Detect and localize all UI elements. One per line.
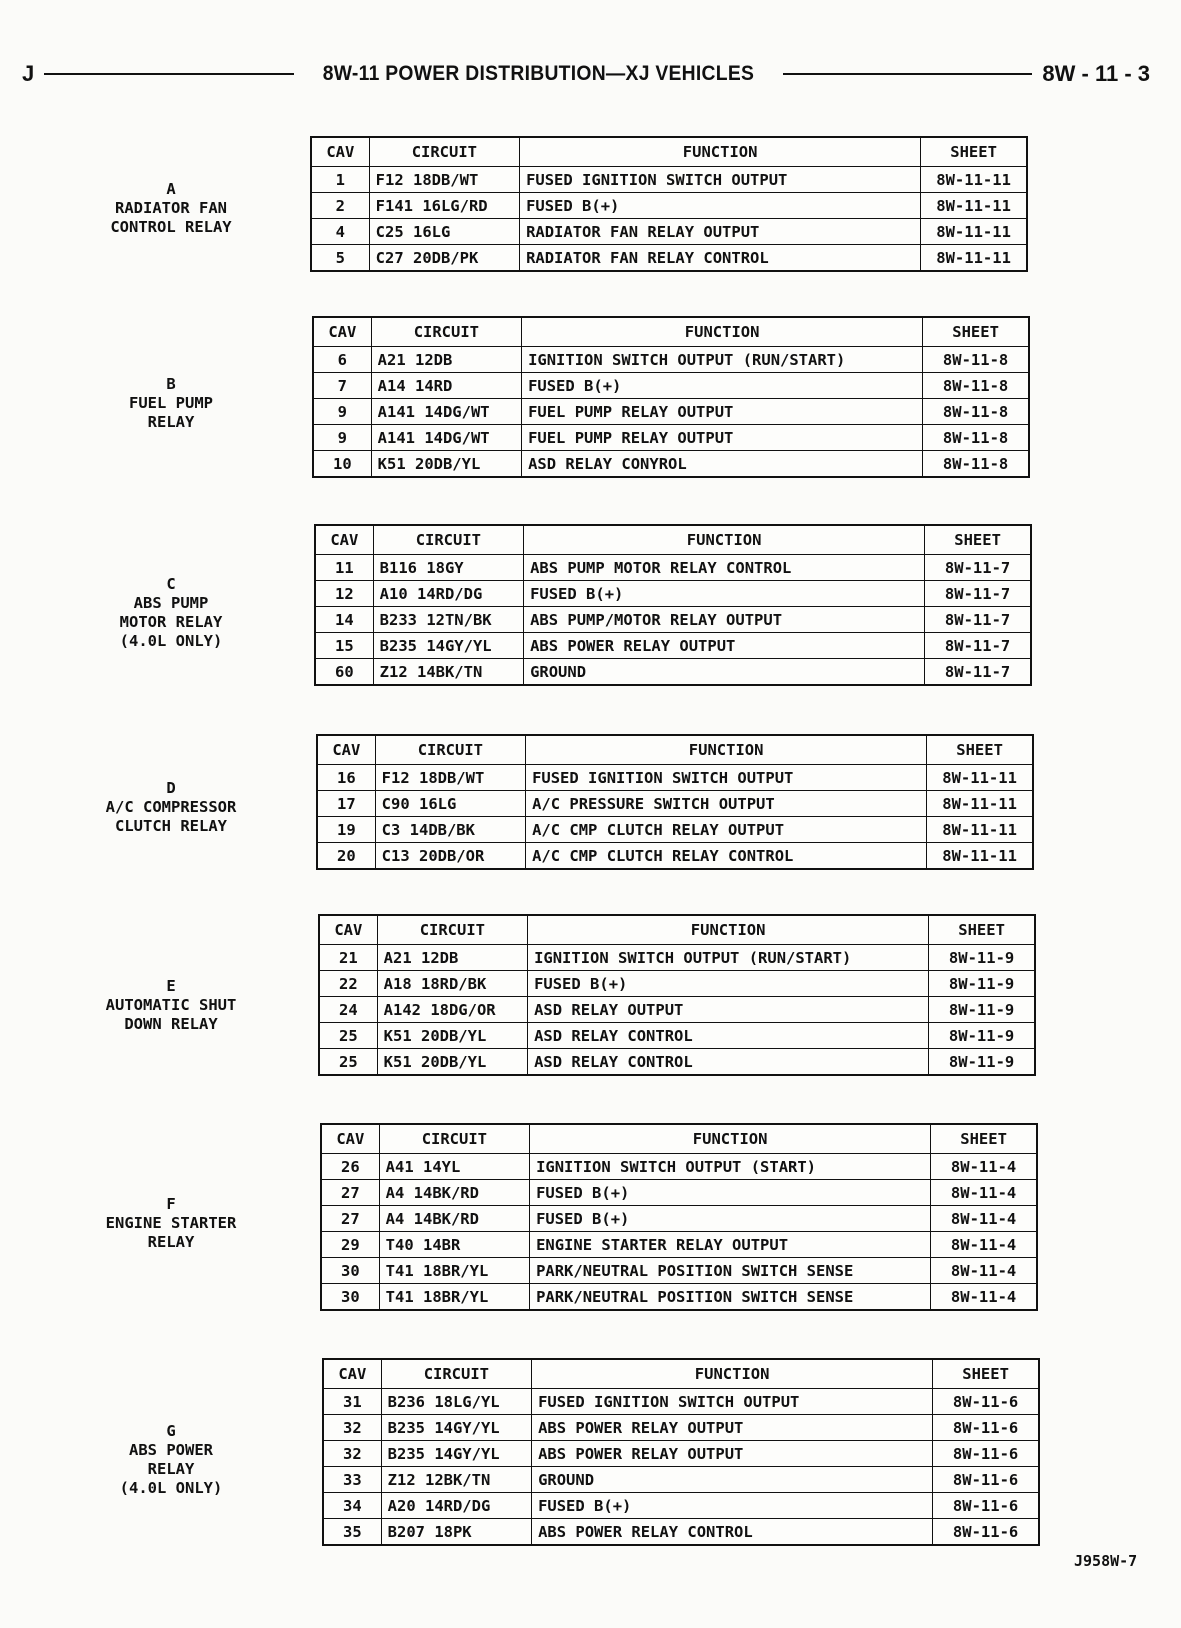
cav-cell: 34 — [323, 1493, 381, 1519]
sheet-cell: 8W-11-8 — [923, 373, 1029, 399]
sheet-cell: 8W-11-11 — [927, 843, 1033, 870]
circuit-cell: A142 18DG/OR — [377, 997, 527, 1023]
function-cell: ASD RELAY OUTPUT — [528, 997, 929, 1023]
table-row — [321, 1180, 1037, 1206]
page-title: 8W-11 POWER DISTRIBUTION—XJ VEHICLES — [322, 62, 755, 85]
function-cell: A/C CMP CLUTCH RELAY OUTPUT — [526, 817, 927, 843]
column-header-function: FUNCTION — [524, 525, 925, 555]
column-header-function: FUNCTION — [530, 1124, 931, 1154]
relay-label: B FUEL PUMP RELAY — [129, 375, 213, 431]
sheet-cell: 8W-11-4 — [931, 1154, 1037, 1180]
table-row — [323, 1519, 1039, 1546]
relay-label: C ABS PUMP MOTOR RELAY (4.0L ONLY) — [119, 575, 223, 650]
table-row — [313, 399, 1029, 425]
function-cell: FUEL PUMP RELAY OUTPUT — [522, 425, 923, 451]
sheet-cell: 8W-11-9 — [929, 1049, 1035, 1076]
column-header-cav: CAV — [315, 525, 373, 555]
relay-label: G ABS POWER RELAY (4.0L ONLY) — [119, 1422, 223, 1497]
circuit-cell: A41 14YL — [379, 1154, 529, 1180]
function-cell: ABS PUMP/MOTOR RELAY OUTPUT — [524, 607, 925, 633]
function-cell: IGNITION SWITCH OUTPUT (RUN/START) — [522, 347, 923, 373]
table-row — [317, 817, 1033, 843]
circuit-table — [322, 1358, 1040, 1546]
circuit-cell: A10 14RD/DG — [373, 581, 523, 607]
function-cell: ABS POWER RELAY OUTPUT — [532, 1441, 933, 1467]
relay-label: E AUTOMATIC SHUT DOWN RELAY — [105, 977, 237, 1033]
cav-cell: 9 — [313, 425, 371, 451]
circuit-cell: F141 16LG/RD — [369, 193, 519, 219]
circuit-cell: A21 12DB — [371, 347, 521, 373]
column-header-function: FUNCTION — [528, 915, 929, 945]
cav-cell: 1 — [311, 167, 369, 193]
cav-cell: 7 — [313, 373, 371, 399]
cav-cell: 31 — [323, 1389, 381, 1415]
cav-cell: 14 — [315, 607, 373, 633]
table-row — [313, 451, 1029, 478]
cav-cell: 22 — [319, 971, 377, 997]
function-cell: GROUND — [524, 659, 925, 686]
function-cell: ABS PUMP MOTOR RELAY CONTROL — [524, 555, 925, 581]
function-cell: ABS POWER RELAY OUTPUT — [532, 1415, 933, 1441]
table-header-row — [319, 915, 1035, 945]
column-header-sheet: SHEET — [927, 735, 1033, 765]
function-cell: FUSED IGNITION SWITCH OUTPUT — [532, 1389, 933, 1415]
cav-cell: 32 — [323, 1415, 381, 1441]
column-header-cav: CAV — [323, 1359, 381, 1389]
circuit-cell: C3 14DB/BK — [375, 817, 525, 843]
column-header-sheet: SHEET — [921, 137, 1027, 167]
relay-label: D A/C COMPRESSOR CLUTCH RELAY — [105, 779, 237, 835]
sheet-cell: 8W-11-8 — [923, 451, 1029, 478]
sheet-cell: 8W-11-11 — [921, 245, 1027, 272]
table-row — [319, 971, 1035, 997]
circuit-cell: K51 20DB/YL — [371, 451, 521, 478]
column-header-circuit: CIRCUIT — [381, 1359, 531, 1389]
sheet-cell: 8W-11-11 — [921, 219, 1027, 245]
table-row — [321, 1206, 1037, 1232]
function-cell: FUSED B(+) — [530, 1180, 931, 1206]
table-row — [319, 997, 1035, 1023]
table-row — [311, 193, 1027, 219]
column-header-circuit: CIRCUIT — [373, 525, 523, 555]
sheet-cell: 8W-11-11 — [927, 817, 1033, 843]
column-header-circuit: CIRCUIT — [371, 317, 521, 347]
cav-cell: 20 — [317, 843, 375, 870]
table-row — [313, 373, 1029, 399]
circuit-table — [316, 734, 1034, 870]
table-row — [319, 1023, 1035, 1049]
sheet-cell: 8W-11-9 — [929, 997, 1035, 1023]
sheet-cell: 8W-11-7 — [925, 555, 1031, 581]
circuit-cell: K51 20DB/YL — [377, 1049, 527, 1076]
column-header-circuit: CIRCUIT — [377, 915, 527, 945]
circuit-cell: B236 18LG/YL — [381, 1389, 531, 1415]
circuit-cell: Z12 12BK/TN — [381, 1467, 531, 1493]
cav-cell: 29 — [321, 1232, 379, 1258]
sheet-cell: 8W-11-11 — [927, 765, 1033, 791]
cav-cell: 27 — [321, 1180, 379, 1206]
cav-cell: 25 — [319, 1049, 377, 1076]
circuit-cell: T41 18BR/YL — [379, 1258, 529, 1284]
column-header-cav: CAV — [311, 137, 369, 167]
cav-cell: 9 — [313, 399, 371, 425]
function-cell: FUSED B(+) — [528, 971, 929, 997]
header-section-letter: J — [22, 61, 35, 86]
function-cell: FUSED IGNITION SWITCH OUTPUT — [520, 167, 921, 193]
circuit-table — [314, 524, 1032, 686]
cav-cell: 10 — [313, 451, 371, 478]
sheet-cell: 8W-11-4 — [931, 1284, 1037, 1311]
header-rule-left — [44, 73, 294, 75]
column-header-function: FUNCTION — [522, 317, 923, 347]
table-header-row — [313, 317, 1029, 347]
circuit-cell: A141 14DG/WT — [371, 425, 521, 451]
function-cell: FUSED B(+) — [524, 581, 925, 607]
circuit-cell: C27 20DB/PK — [369, 245, 519, 272]
circuit-cell: A18 18RD/BK — [377, 971, 527, 997]
table-row — [317, 843, 1033, 870]
cav-cell: 30 — [321, 1258, 379, 1284]
sheet-cell: 8W-11-8 — [923, 399, 1029, 425]
cav-cell: 15 — [315, 633, 373, 659]
sheet-cell: 8W-11-8 — [923, 425, 1029, 451]
cav-cell: 17 — [317, 791, 375, 817]
sheet-cell: 8W-11-6 — [933, 1389, 1039, 1415]
function-cell: ENGINE STARTER RELAY OUTPUT — [530, 1232, 931, 1258]
circuit-cell: F12 18DB/WT — [369, 167, 519, 193]
cav-cell: 4 — [311, 219, 369, 245]
figure-reference: J958W-7 — [1074, 1552, 1138, 1570]
circuit-cell: B235 14GY/YL — [381, 1415, 531, 1441]
table-row — [323, 1493, 1039, 1519]
cav-cell: 19 — [317, 817, 375, 843]
circuit-cell: C25 16LG — [369, 219, 519, 245]
table-row — [317, 765, 1033, 791]
circuit-cell: A20 14RD/DG — [381, 1493, 531, 1519]
table-row — [311, 167, 1027, 193]
circuit-cell: B235 14GY/YL — [373, 633, 523, 659]
sheet-cell: 8W-11-4 — [931, 1180, 1037, 1206]
circuit-cell: F12 18DB/WT — [375, 765, 525, 791]
sheet-cell: 8W-11-7 — [925, 581, 1031, 607]
sheet-cell: 8W-11-4 — [931, 1206, 1037, 1232]
table-row — [311, 245, 1027, 272]
function-cell: RADIATOR FAN RELAY CONTROL — [520, 245, 921, 272]
column-header-circuit: CIRCUIT — [375, 735, 525, 765]
function-cell: ASD RELAY CONTROL — [528, 1049, 929, 1076]
cav-cell: 27 — [321, 1206, 379, 1232]
sheet-cell: 8W-11-9 — [929, 1023, 1035, 1049]
cav-cell: 11 — [315, 555, 373, 581]
sheet-cell: 8W-11-4 — [931, 1232, 1037, 1258]
function-cell: PARK/NEUTRAL POSITION SWITCH SENSE — [530, 1258, 931, 1284]
sheet-cell: 8W-11-9 — [929, 945, 1035, 971]
function-cell: FUSED B(+) — [522, 373, 923, 399]
function-cell: FUSED B(+) — [530, 1206, 931, 1232]
column-header-function: FUNCTION — [526, 735, 927, 765]
circuit-table — [310, 136, 1028, 272]
cav-cell: 5 — [311, 245, 369, 272]
cav-cell: 21 — [319, 945, 377, 971]
table-header-row — [311, 137, 1027, 167]
column-header-sheet: SHEET — [925, 525, 1031, 555]
function-cell: PARK/NEUTRAL POSITION SWITCH SENSE — [530, 1284, 931, 1311]
page-number: 8W - 11 - 3 — [1042, 61, 1151, 86]
table-row — [315, 555, 1031, 581]
table-row — [323, 1467, 1039, 1493]
function-cell: IGNITION SWITCH OUTPUT (START) — [530, 1154, 931, 1180]
table-row — [321, 1154, 1037, 1180]
table-row — [323, 1441, 1039, 1467]
table-header-row — [317, 735, 1033, 765]
cav-cell: 12 — [315, 581, 373, 607]
column-header-sheet: SHEET — [933, 1359, 1039, 1389]
circuit-table — [312, 316, 1030, 478]
circuit-cell: B116 18GY — [373, 555, 523, 581]
function-cell: FUSED IGNITION SWITCH OUTPUT — [526, 765, 927, 791]
circuit-cell: A4 14BK/RD — [379, 1206, 529, 1232]
table-row — [323, 1389, 1039, 1415]
circuit-table — [320, 1123, 1038, 1311]
table-row — [319, 945, 1035, 971]
sheet-cell: 8W-11-4 — [931, 1258, 1037, 1284]
cav-cell: 33 — [323, 1467, 381, 1493]
relay-label: F ENGINE STARTER RELAY — [105, 1195, 237, 1251]
cav-cell: 35 — [323, 1519, 381, 1546]
column-header-cav: CAV — [313, 317, 371, 347]
column-header-cav: CAV — [319, 915, 377, 945]
sheet-cell: 8W-11-7 — [925, 607, 1031, 633]
column-header-sheet: SHEET — [923, 317, 1029, 347]
circuit-cell: C90 16LG — [375, 791, 525, 817]
page-header — [22, 60, 1150, 88]
function-cell: A/C CMP CLUTCH RELAY CONTROL — [526, 843, 927, 870]
cav-cell: 24 — [319, 997, 377, 1023]
cav-cell: 26 — [321, 1154, 379, 1180]
cav-cell: 32 — [323, 1441, 381, 1467]
column-header-circuit: CIRCUIT — [369, 137, 519, 167]
column-header-function: FUNCTION — [520, 137, 921, 167]
sheet-cell: 8W-11-6 — [933, 1441, 1039, 1467]
circuit-cell: B207 18PK — [381, 1519, 531, 1546]
function-cell: ABS POWER RELAY CONTROL — [532, 1519, 933, 1546]
table-row — [321, 1284, 1037, 1311]
cav-cell: 60 — [315, 659, 373, 686]
header-rule-right — [783, 73, 1033, 75]
column-header-cav: CAV — [321, 1124, 379, 1154]
sheet-cell: 8W-11-8 — [923, 347, 1029, 373]
sheet-cell: 8W-11-9 — [929, 971, 1035, 997]
function-cell: ABS POWER RELAY OUTPUT — [524, 633, 925, 659]
function-cell: RADIATOR FAN RELAY OUTPUT — [520, 219, 921, 245]
column-header-circuit: CIRCUIT — [379, 1124, 529, 1154]
column-header-sheet: SHEET — [929, 915, 1035, 945]
circuit-cell: C13 20DB/OR — [375, 843, 525, 870]
circuit-cell: T41 18BR/YL — [379, 1284, 529, 1311]
table-row — [321, 1232, 1037, 1258]
table-row — [315, 659, 1031, 686]
table-row — [311, 219, 1027, 245]
table-header-row — [315, 525, 1031, 555]
circuit-table — [318, 914, 1036, 1076]
table-row — [315, 581, 1031, 607]
table-row — [323, 1415, 1039, 1441]
circuit-cell: B235 14GY/YL — [381, 1441, 531, 1467]
sheet-cell: 8W-11-6 — [933, 1415, 1039, 1441]
function-cell: IGNITION SWITCH OUTPUT (RUN/START) — [528, 945, 929, 971]
function-cell: GROUND — [532, 1467, 933, 1493]
cav-cell: 16 — [317, 765, 375, 791]
circuit-cell: A4 14BK/RD — [379, 1180, 529, 1206]
sheet-cell: 8W-11-6 — [933, 1467, 1039, 1493]
sheet-cell: 8W-11-11 — [921, 193, 1027, 219]
circuit-cell: A21 12DB — [377, 945, 527, 971]
circuit-cell: K51 20DB/YL — [377, 1023, 527, 1049]
function-cell: FUEL PUMP RELAY OUTPUT — [522, 399, 923, 425]
sheet-cell: 8W-11-7 — [925, 659, 1031, 686]
table-row — [313, 425, 1029, 451]
cav-cell: 25 — [319, 1023, 377, 1049]
sheet-cell: 8W-11-11 — [927, 791, 1033, 817]
circuit-cell: T40 14BR — [379, 1232, 529, 1258]
column-header-function: FUNCTION — [532, 1359, 933, 1389]
column-header-sheet: SHEET — [931, 1124, 1037, 1154]
function-cell: ASD RELAY CONTROL — [528, 1023, 929, 1049]
function-cell: ASD RELAY CONYROL — [522, 451, 923, 478]
circuit-cell: A141 14DG/WT — [371, 399, 521, 425]
circuit-cell: A14 14RD — [371, 373, 521, 399]
cav-cell: 6 — [313, 347, 371, 373]
table-row — [313, 347, 1029, 373]
table-row — [317, 791, 1033, 817]
function-cell: FUSED B(+) — [520, 193, 921, 219]
table-row — [315, 607, 1031, 633]
table-row — [315, 633, 1031, 659]
table-row — [319, 1049, 1035, 1076]
table-header-row — [323, 1359, 1039, 1389]
sheet-cell: 8W-11-6 — [933, 1493, 1039, 1519]
function-cell: A/C PRESSURE SWITCH OUTPUT — [526, 791, 927, 817]
table-header-row — [321, 1124, 1037, 1154]
sheet-cell: 8W-11-7 — [925, 633, 1031, 659]
relay-label: A RADIATOR FAN CONTROL RELAY — [110, 180, 232, 236]
sheet-cell: 8W-11-11 — [921, 167, 1027, 193]
table-row — [321, 1258, 1037, 1284]
sheet-cell: 8W-11-6 — [933, 1519, 1039, 1546]
column-header-cav: CAV — [317, 735, 375, 765]
circuit-cell: Z12 14BK/TN — [373, 659, 523, 686]
cav-cell: 30 — [321, 1284, 379, 1311]
function-cell: FUSED B(+) — [532, 1493, 933, 1519]
circuit-cell: B233 12TN/BK — [373, 607, 523, 633]
cav-cell: 2 — [311, 193, 369, 219]
